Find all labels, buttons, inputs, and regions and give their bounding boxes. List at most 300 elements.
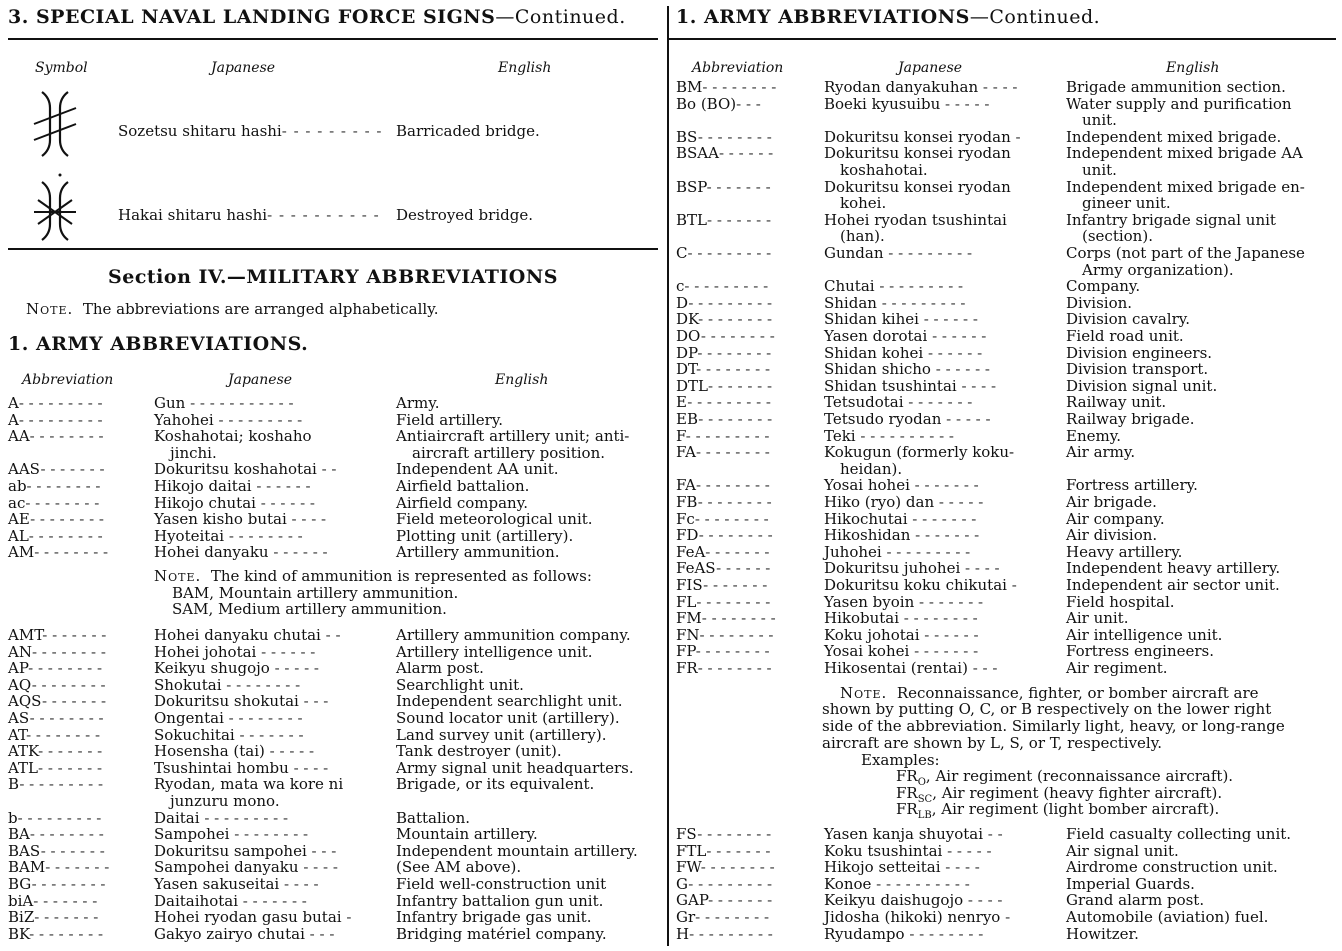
english-cell xyxy=(396,660,484,677)
japanese-cell: Dokuritsu koku chikutai - xyxy=(824,576,1017,594)
abbreviation-text: ac xyxy=(8,493,26,512)
japanese-text: Sokuchitai xyxy=(154,725,235,744)
table-row xyxy=(676,594,1326,611)
japanese-text: Daitai xyxy=(154,808,200,827)
abbreviation-text: FeA xyxy=(676,542,706,561)
japanese-text-cont: junzuru mono. xyxy=(170,791,280,810)
abbreviation-cell: GAP- - - - - - - xyxy=(676,891,773,910)
english-text: Independent AA unit. xyxy=(396,460,559,479)
abbreviation-text: BA xyxy=(8,825,30,844)
column-divider xyxy=(667,6,669,946)
abbreviation-cell: BTL- - - - - - - xyxy=(676,210,772,229)
barricaded-bridge-symbol xyxy=(30,88,80,160)
abbreviation-text: B xyxy=(8,775,20,794)
japanese-text: Yasen dorotai xyxy=(824,327,928,345)
table-row xyxy=(8,859,658,876)
japanese-cell: Yasen sakuseitai - - - - xyxy=(154,875,319,893)
english-cell xyxy=(1066,627,1222,644)
japanese-text: Hosensha (tai) xyxy=(154,742,265,761)
english-cell xyxy=(396,876,606,893)
table-row xyxy=(8,727,658,744)
english-cell xyxy=(396,909,591,926)
japanese-text: Chutai xyxy=(824,277,875,296)
japanese-text: Hohei ryodan gasu butai xyxy=(154,908,342,927)
abbreviation-cell: DO- - - - - - - - xyxy=(676,327,775,345)
abbreviation-cell: AE- - - - - - - - xyxy=(8,510,104,529)
section-note xyxy=(26,300,438,318)
abbreviation-text: AMT xyxy=(8,626,43,644)
japanese-cell: Daitai - - - - - - - - - xyxy=(154,808,289,827)
english-cell xyxy=(1066,328,1184,345)
japanese-text: Hikochutai xyxy=(824,509,908,528)
english-text: Division. xyxy=(1066,293,1133,312)
table-row xyxy=(8,511,658,528)
abbreviation-text: AN xyxy=(8,642,32,661)
table-row xyxy=(8,710,658,727)
ammo-note-line-3: SAM, Medium artillery ammunition. xyxy=(172,600,447,618)
table-row xyxy=(676,876,1326,893)
japanese-text: Dokuritsu konsei ryodan xyxy=(824,144,1011,163)
japanese-cell: Ongentai - - - - - - - - xyxy=(154,709,303,727)
example-1-text: , Air regiment (reconnaissance aircraft). xyxy=(925,767,1234,785)
english-cell xyxy=(1066,179,1305,212)
table-row xyxy=(676,79,1326,96)
english-cell xyxy=(396,644,593,661)
right-header-rule xyxy=(668,38,1336,40)
english-cell xyxy=(1066,876,1195,893)
japanese-cell: Boeki kyusuibu - - - - - xyxy=(824,94,990,113)
japanese-text: Kokugun (formerly koku- xyxy=(824,443,1015,462)
english-cell xyxy=(396,495,528,512)
japanese-column-header-2: Japanese xyxy=(228,372,293,388)
english-cell xyxy=(1066,544,1182,561)
abbreviation-cell: FeAS- - - - - - xyxy=(676,559,771,578)
table-row xyxy=(676,892,1326,909)
abbreviation-cell: F- - - - - - - - - xyxy=(676,426,770,445)
example-2-base: FR xyxy=(896,784,918,802)
table-row xyxy=(8,461,658,478)
abbreviation-cell: Bo (BO)- - - xyxy=(676,94,761,113)
section-note-text: The abbreviations are arranged alphabetically. xyxy=(82,300,439,318)
english-cell xyxy=(396,478,529,495)
japanese-text: Boeki kyusuibu xyxy=(824,94,941,113)
abbreviation-text: c xyxy=(676,277,685,296)
japanese-cell: Koku tsushintai - - - - - xyxy=(824,841,992,860)
japanese-text: Shidan shicho xyxy=(824,360,931,379)
english-text: Airdrome construction unit. xyxy=(1066,858,1278,877)
table-row xyxy=(8,776,658,809)
english-text: Fortress artillery. xyxy=(1066,476,1198,495)
english-text: Mountain artillery. xyxy=(396,825,538,844)
japanese-cell: Sokuchitai - - - - - - - xyxy=(154,725,304,744)
english-cell xyxy=(396,743,562,760)
japanese-text-cont: heidan). xyxy=(840,459,903,478)
english-text: Automobile (aviation) fuel. xyxy=(1066,908,1269,926)
example-3-text: , Air regiment (light bomber aircraft). xyxy=(931,800,1220,818)
abbreviation-cell: FTL- - - - - - - xyxy=(676,841,771,860)
japanese-cell: Shidan tsushintai - - - - xyxy=(824,376,997,395)
english-text: Land survey unit (artillery). xyxy=(396,725,607,744)
abbreviation-text: FR xyxy=(676,659,698,677)
aircraft-note-line-4: aircraft are shown by L, S, or T, respectively. xyxy=(822,734,1162,752)
english-text: Airfield battalion. xyxy=(396,477,530,495)
abbreviation-cell: H- - - - - - - - - xyxy=(676,924,773,943)
abbreviation-text: E xyxy=(676,393,688,412)
aircraft-note-line-3: side of the abbreviation. Similarly light, heavy, or long-range xyxy=(822,717,1285,735)
abbreviation-text: Bo (BO) xyxy=(676,94,737,113)
japanese-text: Jidosha (hikoki) nenryo xyxy=(824,908,1001,926)
abbreviation-cell: ATK- - - - - - - xyxy=(8,742,103,761)
abbreviation-text: ATL xyxy=(8,758,38,777)
japanese-text: Yasen kanja shuyotai xyxy=(824,825,984,843)
abbreviation-cell: Fc- - - - - - - - xyxy=(676,509,769,528)
japanese-cell: Yahohei - - - - - - - - - xyxy=(154,410,303,429)
japanese-text: Hikojo chutai xyxy=(154,493,256,512)
table-row xyxy=(676,96,1326,129)
english-text: Air army. xyxy=(1066,443,1136,462)
table-row xyxy=(676,511,1326,528)
sign-row-1: Sozetsu shitaru hashi- - - - - - - - - xyxy=(118,122,383,140)
abbreviation-text: FD xyxy=(676,526,699,545)
english-cell xyxy=(1066,79,1286,96)
english-text: Imperial Guards. xyxy=(1066,874,1195,893)
abbreviation-cell: DK- - - - - - - - xyxy=(676,310,773,329)
english-cell xyxy=(396,528,573,545)
abbreviation-cell: BA- - - - - - - - xyxy=(8,825,104,844)
abbreviation-cell: FS- - - - - - - - xyxy=(676,825,772,843)
japanese-cell xyxy=(154,428,312,461)
japanese-text: Hikobutai xyxy=(824,609,900,628)
abbreviation-text: FN xyxy=(676,625,700,644)
english-cell xyxy=(396,727,607,744)
abbreviation-cell: FB- - - - - - - - xyxy=(676,493,772,511)
table-row xyxy=(676,909,1326,926)
japanese-text: Shidan kihei xyxy=(824,310,919,329)
ammo-note-line-1 xyxy=(154,568,592,585)
abbreviation-cell: AM- - - - - - - - xyxy=(8,543,109,562)
english-text: Division signal unit. xyxy=(1066,376,1218,395)
japanese-cell: Daitaihotai - - - - - - - xyxy=(154,891,307,910)
english-text: Enemy. xyxy=(1066,426,1121,445)
english-text: Company. xyxy=(1066,277,1141,296)
japanese-text: Tsushintai hombu xyxy=(154,758,289,777)
japanese-cell: Dokuritsu juhohei - - - - xyxy=(824,559,1000,578)
abbreviation-text: AP xyxy=(8,659,29,678)
abbreviation-text: FeAS xyxy=(676,559,717,578)
japanese-cell xyxy=(824,179,1011,212)
abbreviation-text: ATK xyxy=(8,742,39,761)
left-header-continued: —Continued. xyxy=(495,6,626,28)
left-column xyxy=(8,0,658,951)
english-cell xyxy=(396,412,503,429)
abbreviation-cell: D- - - - - - - - - xyxy=(676,293,773,312)
japanese-text: Teki xyxy=(824,426,856,445)
english-cell xyxy=(396,627,631,644)
english-text: Field artillery. xyxy=(396,410,504,429)
abbreviation-cell: BK- - - - - - - - xyxy=(8,924,104,943)
abbreviation-text: BSAA xyxy=(676,144,719,163)
english-text: Independent heavy artillery. xyxy=(1066,559,1281,578)
abbreviation-cell: c- - - - - - - - - xyxy=(676,277,769,296)
japanese-text: Hikojo daitai xyxy=(154,477,252,495)
japanese-cell: Hohei ryodan gasu butai - xyxy=(154,908,352,927)
abbreviation-cell: BG- - - - - - - - xyxy=(8,875,106,893)
abbreviation-cell: DTL- - - - - - - xyxy=(676,376,773,395)
section-rule xyxy=(8,248,658,250)
abbreviation-text: BiZ xyxy=(8,908,35,927)
japanese-cell xyxy=(824,145,1011,178)
japanese-cell: Keikyu daishugojo - - - - xyxy=(824,891,1003,910)
english-cell xyxy=(1066,560,1280,577)
english-cell xyxy=(1066,859,1278,876)
english-text: Railway unit. xyxy=(1066,393,1167,412)
abbreviation-cell: DT- - - - - - - - xyxy=(676,360,771,379)
abbreviation-text: F xyxy=(676,426,686,445)
japanese-cell: Hiko (ryo) dan - - - - - xyxy=(824,493,984,511)
table-row xyxy=(676,411,1326,428)
abbreviation-cell: G- - - - - - - - - xyxy=(676,874,773,893)
abbreviation-text: BSP xyxy=(676,177,707,196)
abbreviation-cell: FIS- - - - - - - xyxy=(676,576,768,594)
japanese-cell: Sampohei - - - - - - - - xyxy=(154,825,309,844)
english-cell xyxy=(1066,826,1291,843)
section-title: Section IV.—MILITARY ABBREVIATIONS xyxy=(108,266,558,288)
japanese-cell: Koku johotai - - - - - - xyxy=(824,625,979,644)
japanese-cell: Hyoteitai - - - - - - - - xyxy=(154,526,303,545)
english-cell xyxy=(396,677,524,694)
english-text: Independent mixed brigade AA xyxy=(1066,144,1303,163)
japanese-text: Shidan kohei xyxy=(824,343,924,362)
japanese-cell: Yosai kohei - - - - - - - xyxy=(824,642,979,661)
abbreviation-cell: FM- - - - - - - - xyxy=(676,609,776,628)
english-cell xyxy=(1066,610,1128,627)
japanese-text: Hikojo setteitai xyxy=(824,858,941,877)
abbreviation-text: BS xyxy=(676,127,698,146)
japanese-cell: Yasen dorotai - - - - - - xyxy=(824,327,987,345)
japanese-cell: Yosai hohei - - - - - - - xyxy=(824,476,979,495)
japanese-text: Konoe xyxy=(824,874,872,893)
japanese-cell: Juhohei - - - - - - - - - xyxy=(824,542,971,561)
table-row xyxy=(8,743,658,760)
abbreviation-text: AL xyxy=(8,526,29,545)
abbreviation-text: FA xyxy=(676,443,696,462)
abbreviation-cell: B- - - - - - - - - xyxy=(8,775,104,794)
english-cell xyxy=(1066,577,1280,594)
table-row xyxy=(676,179,1326,212)
abbreviation-text: BG xyxy=(8,875,32,893)
japanese-text: Keikyu daishugojo xyxy=(824,891,964,910)
ammo-note-text: The kind of ammunition is represented as follows: xyxy=(210,567,592,585)
english-text: Air brigade. xyxy=(1066,493,1157,511)
abbreviation-cell: FeA- - - - - - - xyxy=(676,542,770,561)
english-cell xyxy=(1066,411,1195,428)
abbreviation-cell: AQ- - - - - - - - xyxy=(8,675,106,694)
table-row xyxy=(676,660,1326,677)
table-row xyxy=(676,311,1326,328)
english-column-header: English xyxy=(498,60,552,76)
table-row xyxy=(676,295,1326,312)
table-row xyxy=(8,843,658,860)
english-text: Division transport. xyxy=(1066,360,1209,379)
english-text: Artillery intelligence unit. xyxy=(396,642,593,661)
japanese-cell: Yasen kisho butai - - - - xyxy=(154,510,327,529)
abbreviation-cell: AQS- - - - - - - xyxy=(8,692,107,711)
table-row xyxy=(8,677,658,694)
abbreviation-cell: AMT- - - - - - - xyxy=(8,626,107,644)
english-text: Sound locator unit (artillery). xyxy=(396,709,620,727)
abbreviation-text: AE xyxy=(8,510,31,529)
english-text: Brigade, or its equivalent. xyxy=(396,775,595,794)
abbreviation-cell: Gr- - - - - - - - xyxy=(676,908,770,926)
japanese-text: Dokuritsu koshahotai xyxy=(154,460,317,479)
japanese-cell: Ryudampo - - - - - - - - xyxy=(824,924,984,943)
table-row xyxy=(8,876,658,893)
abbreviation-text: AT xyxy=(8,725,27,744)
sign-2-english: Destroyed bridge. xyxy=(396,206,533,224)
right-header xyxy=(676,6,1100,28)
table-row xyxy=(8,412,658,429)
abbreviation-cell: BAM- - - - - - - xyxy=(8,858,110,877)
english-cell xyxy=(1066,428,1121,445)
japanese-text-cont: kohei. xyxy=(840,194,887,213)
japanese-cell: Hikojo daitai - - - - - - xyxy=(154,477,311,495)
abbreviation-text: AQ xyxy=(8,675,32,694)
english-text: Battalion. xyxy=(396,808,471,827)
english-text: Independent searchlight unit. xyxy=(396,692,623,711)
example-3-base: FR xyxy=(896,800,918,818)
english-cell xyxy=(396,544,560,561)
english-cell xyxy=(1066,378,1217,395)
english-text: Division cavalry. xyxy=(1066,310,1191,329)
japanese-text: Ryodan, mata wa kore ni xyxy=(154,775,344,794)
ammo-note-line-2: BAM, Mountain artillery ammunition. xyxy=(172,584,459,602)
abbreviation-text: DTL xyxy=(676,376,708,395)
table-row xyxy=(676,328,1326,345)
abbreviation-text: BM xyxy=(676,78,703,96)
abbreviation-text: BTL xyxy=(676,210,707,229)
aircraft-example-3 xyxy=(896,801,1219,825)
japanese-text: Sampohei danyaku xyxy=(154,858,299,877)
japanese-text: Yosai kohei xyxy=(824,642,910,661)
sign-row-2: Hakai shitaru hashi- - - - - - - - - - xyxy=(118,206,380,224)
abbreviation-text: FP xyxy=(676,642,696,661)
japanese-text: Hikoshidan xyxy=(824,526,911,545)
english-cell xyxy=(1066,843,1179,860)
table-row xyxy=(676,278,1326,295)
japanese-cell xyxy=(824,212,1007,245)
example-1-sub: O xyxy=(917,777,926,788)
english-cell xyxy=(396,859,521,876)
japanese-text: Gakyo zairyo chutai xyxy=(154,924,305,943)
abbreviation-text: Gr xyxy=(676,908,696,926)
english-cell xyxy=(1066,311,1190,328)
english-text-cont: unit. xyxy=(1082,111,1117,130)
english-text: Infantry brigade signal unit xyxy=(1066,210,1276,229)
english-cell xyxy=(1066,909,1268,926)
abbreviation-cell: EB- - - - - - - - xyxy=(676,410,773,428)
japanese-text-cont: koshahotai. xyxy=(840,160,928,179)
japanese-text: Hohei johotai xyxy=(154,642,257,661)
abbreviation-cell: b- - - - - - - - - xyxy=(8,808,102,827)
english-cell xyxy=(396,395,439,412)
abbreviation-text: EB xyxy=(676,410,699,428)
japanese-cell: Gun - - - - - - - - - - - xyxy=(154,394,294,412)
right-japanese-column-header: Japanese xyxy=(898,60,963,76)
aircraft-note-label: Note. xyxy=(840,684,888,702)
english-text: Infantry battalion gun unit. xyxy=(396,891,604,910)
japanese-text: Dokuritsu konsei ryodan xyxy=(824,177,1011,196)
japanese-cell: Hohei johotai - - - - - - xyxy=(154,642,316,661)
english-text: Plotting unit (artillery). xyxy=(396,526,574,545)
abbreviation-cell: biA- - - - - - - xyxy=(8,891,98,910)
english-cell xyxy=(1066,212,1276,245)
english-text: Airfield company. xyxy=(396,493,528,512)
english-cell xyxy=(1066,494,1157,511)
japanese-cell: Hikochutai - - - - - - - xyxy=(824,509,977,528)
table-row xyxy=(8,395,658,412)
japanese-text: Dokuritsu sampohei xyxy=(154,841,307,860)
table-row xyxy=(8,926,658,943)
table-row xyxy=(676,245,1326,278)
abbreviation-text: FM xyxy=(676,609,702,628)
japanese-cell: Shidan kohei - - - - - - xyxy=(824,343,983,362)
english-text: Field road unit. xyxy=(1066,327,1184,345)
english-text: Brigade ammunition section. xyxy=(1066,78,1286,96)
english-text: Air regiment. xyxy=(1066,659,1168,677)
japanese-text: Gun xyxy=(154,394,186,412)
japanese-text: Keikyu shugojo xyxy=(154,659,270,678)
japanese-text: Koku johotai xyxy=(824,625,920,644)
table-row xyxy=(676,444,1326,477)
japanese-cell: Dokuritsu shokutai - - - xyxy=(154,692,329,711)
table-row xyxy=(676,643,1326,660)
english-cell xyxy=(1066,394,1166,411)
japanese-cell: Hikobutai - - - - - - - - xyxy=(824,609,978,628)
table-row xyxy=(676,494,1326,511)
english-text: Howitzer. xyxy=(1066,924,1139,943)
english-text: Artillery ammunition company. xyxy=(396,626,631,644)
abbreviation-text: AAS xyxy=(8,460,41,479)
japanese-cell: Hikosentai (rentai) - - - xyxy=(824,659,998,677)
abbreviation-text: H xyxy=(676,924,690,943)
english-cell xyxy=(396,893,603,910)
abbreviation-cell: AT- - - - - - - - xyxy=(8,725,101,744)
table-row xyxy=(676,361,1326,378)
english-cell xyxy=(1066,477,1198,494)
abbreviation-text: AA xyxy=(8,427,30,446)
abbreviation-cell: FA- - - - - - - - xyxy=(676,476,770,495)
japanese-cell xyxy=(824,444,1014,477)
abbreviation-text: G xyxy=(676,874,689,893)
table-row xyxy=(8,660,658,677)
abbreviation-text: AQS xyxy=(8,692,42,711)
table-row xyxy=(8,810,658,827)
english-cell xyxy=(1066,295,1132,312)
abbreviation-cell: BiZ- - - - - - - xyxy=(8,908,99,927)
english-text: Field well-construction unit xyxy=(396,875,607,893)
english-text: Army signal unit headquarters. xyxy=(396,758,634,777)
english-text: Fortress engineers. xyxy=(1066,642,1215,661)
abbreviation-cell: A- - - - - - - - - xyxy=(8,410,103,429)
japanese-cell: Shidan shicho - - - - - - xyxy=(824,360,990,379)
abbreviation-text: DP xyxy=(676,343,698,362)
english-cell xyxy=(396,760,634,777)
table-row xyxy=(8,528,658,545)
table-row xyxy=(8,760,658,777)
english-text: Antiaircraft artillery unit; anti- xyxy=(396,427,630,446)
japanese-cell: Gakyo zairyo chutai - - - xyxy=(154,924,335,943)
abbreviation-cell: E- - - - - - - - - xyxy=(676,393,771,412)
